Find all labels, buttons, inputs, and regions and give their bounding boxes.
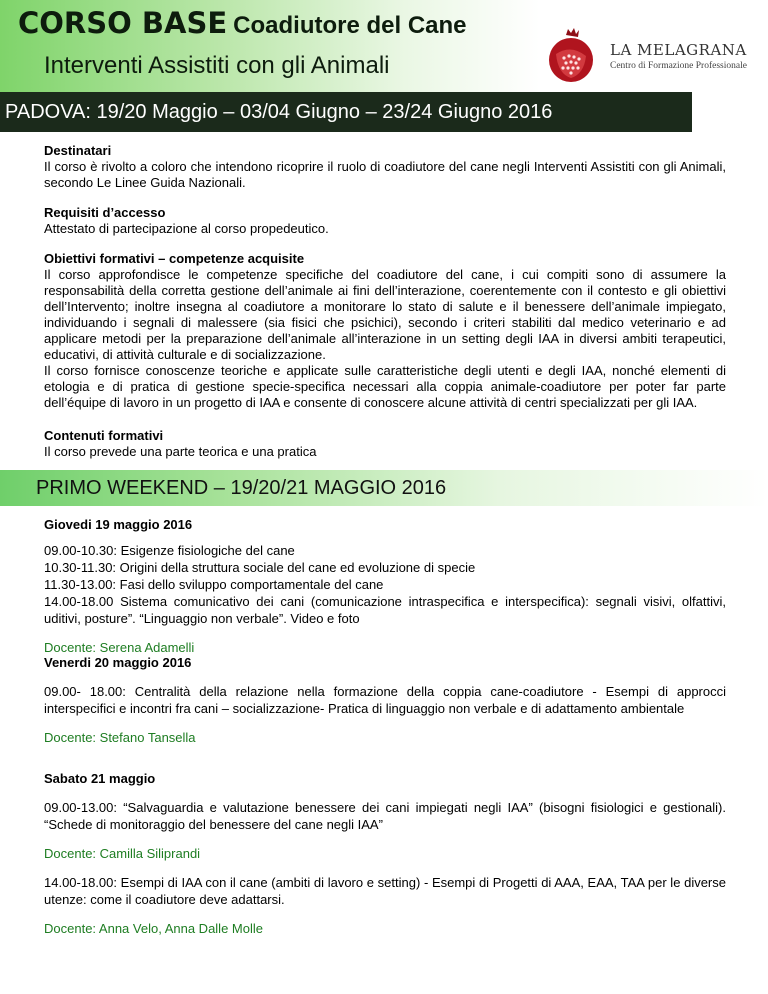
section-title: Obiettivi formativi – competenze acquisite bbox=[44, 251, 305, 266]
docente: Docente: Stefano Tansella bbox=[44, 730, 196, 745]
day-giovedi bbox=[44, 516, 726, 656]
section-requisiti bbox=[44, 205, 726, 237]
schedule-line: 10.30-11.30: Origini della struttura sociale del cane ed evoluzione di specie bbox=[44, 560, 476, 575]
section-obiettivi bbox=[44, 251, 726, 411]
section-title: Contenuti formativi bbox=[44, 428, 164, 443]
course-subtitle: Interventi Assistiti con gli Animali bbox=[44, 52, 390, 79]
docente: Docente: Anna Velo, Anna Dalle Molle bbox=[44, 921, 263, 936]
docente: Docente: Camilla Siliprandi bbox=[44, 846, 201, 861]
section-title: Destinatari bbox=[44, 143, 112, 158]
day-title: Giovedi 19 maggio 2016 bbox=[44, 517, 193, 532]
day-venerdi bbox=[44, 654, 726, 746]
logo-name: LA MELAGRANA bbox=[610, 41, 747, 59]
schedule-line: 09.00-10.30: Esigenze fisiologiche del cane bbox=[44, 543, 295, 558]
schedule-line: 14.00-18.00 Sistema comunicativo dei cani (comunicazione intraspecifica e interspecifica): segnali visivi, olfattivi, uditivi, posture”. “Linguaggio non verbale”. Video e foto bbox=[44, 594, 726, 626]
day-sabato bbox=[44, 770, 726, 937]
section-destinatari bbox=[44, 143, 726, 191]
schedule-line: 09.00-13.00: “Salvaguardia e valutazione benessere dei cani impiegati negli IAA” (bisogni fisiologici e gestionali). “Schede di monitoraggio del benessere del cane negli IAA” bbox=[44, 800, 726, 832]
pomegranate-icon bbox=[540, 26, 602, 86]
logo-tagline: Centro di Formazione Professionale bbox=[610, 61, 747, 71]
section-contenuti bbox=[44, 428, 726, 460]
course-title-main: CORSO BASE bbox=[18, 6, 228, 40]
section-body: Il corso prevede una parte teorica e una pratica bbox=[44, 444, 317, 459]
day-title: Sabato 21 maggio bbox=[44, 771, 156, 786]
section-body: Il corso approfondisce le competenze specifiche del coadiutore del cane, i cui compiti sono di assumere la responsabilità della corretta gestione dell’animale ai fini dell’interazione, coerentemente con il contesto e gli obiettivi dell’Intervento; inoltre insegna al coadiutore a monitorare lo stato di salute e il benessere dell’animale impiegato, individuando i segnali di malessere (sia fisici che psichici), secondo i criteri stabiliti dal medico veterinario e ad applicare metodi per la preparazione dell’animale all’interazione in un setting degli IAA in diversi ambiti terapeutici, educativi, di attività culturale e di socializzazione. bbox=[44, 267, 726, 362]
schedule-line: 11.30-13.00: Fasi dello sviluppo comportamentale del cane bbox=[44, 577, 384, 592]
section-body: Il corso è rivolto a coloro che intendono ricoprire il ruolo di coadiutore del cane negli Interventi Assistiti con gli Animali, secondo Le Linee Guida Nazionali. bbox=[44, 159, 726, 190]
section-body-2: Il corso fornisce conoscenze teoriche e applicate sulle caratteristiche degli utenti e degli IAA, nonché elementi di etologia e di pratica di gestione specie-specifica necessari alla coppia animale-coadiutore per poter far parte dell’équipe di lavoro in un progetto di IAA e consente di conoscere alcune attività di centri specializzati per gli IAA. bbox=[44, 363, 726, 410]
section-title: Requisiti d’accesso bbox=[44, 205, 166, 220]
schedule-line: 09.00- 18.00: Centralità della relazione nella formazione della coppia cane-coadiutore - Esempi di approcci interspecifici e incontri fra cani – socializzazione- Pratica di linguaggio non verbale e di adattamento ambientale bbox=[44, 684, 726, 716]
logo bbox=[538, 30, 768, 82]
section-body: Attestato di partecipazione al corso propedeutico. bbox=[44, 221, 329, 236]
weekend-title: PRIMO WEEKEND – 19/20/21 MAGGIO 2016 bbox=[36, 477, 447, 499]
course-title-sub: Coadiutore del Cane bbox=[233, 12, 467, 39]
day-title: Venerdi 20 maggio 2016 bbox=[44, 655, 192, 670]
docente: Docente: Serena Adamelli bbox=[44, 640, 195, 655]
location-dates-bar: PADOVA: 19/20 Maggio – 03/04 Giugno – 23/24 Giugno 2016 bbox=[0, 92, 692, 132]
course-title bbox=[18, 6, 467, 40]
schedule-line: 14.00-18.00: Esempi di IAA con il cane (ambiti di lavoro e setting) - Esempi di Progetti di AAA, EAA, TAA per le diverse utenze: come il coadiutore deve adattarsi. bbox=[44, 875, 726, 907]
